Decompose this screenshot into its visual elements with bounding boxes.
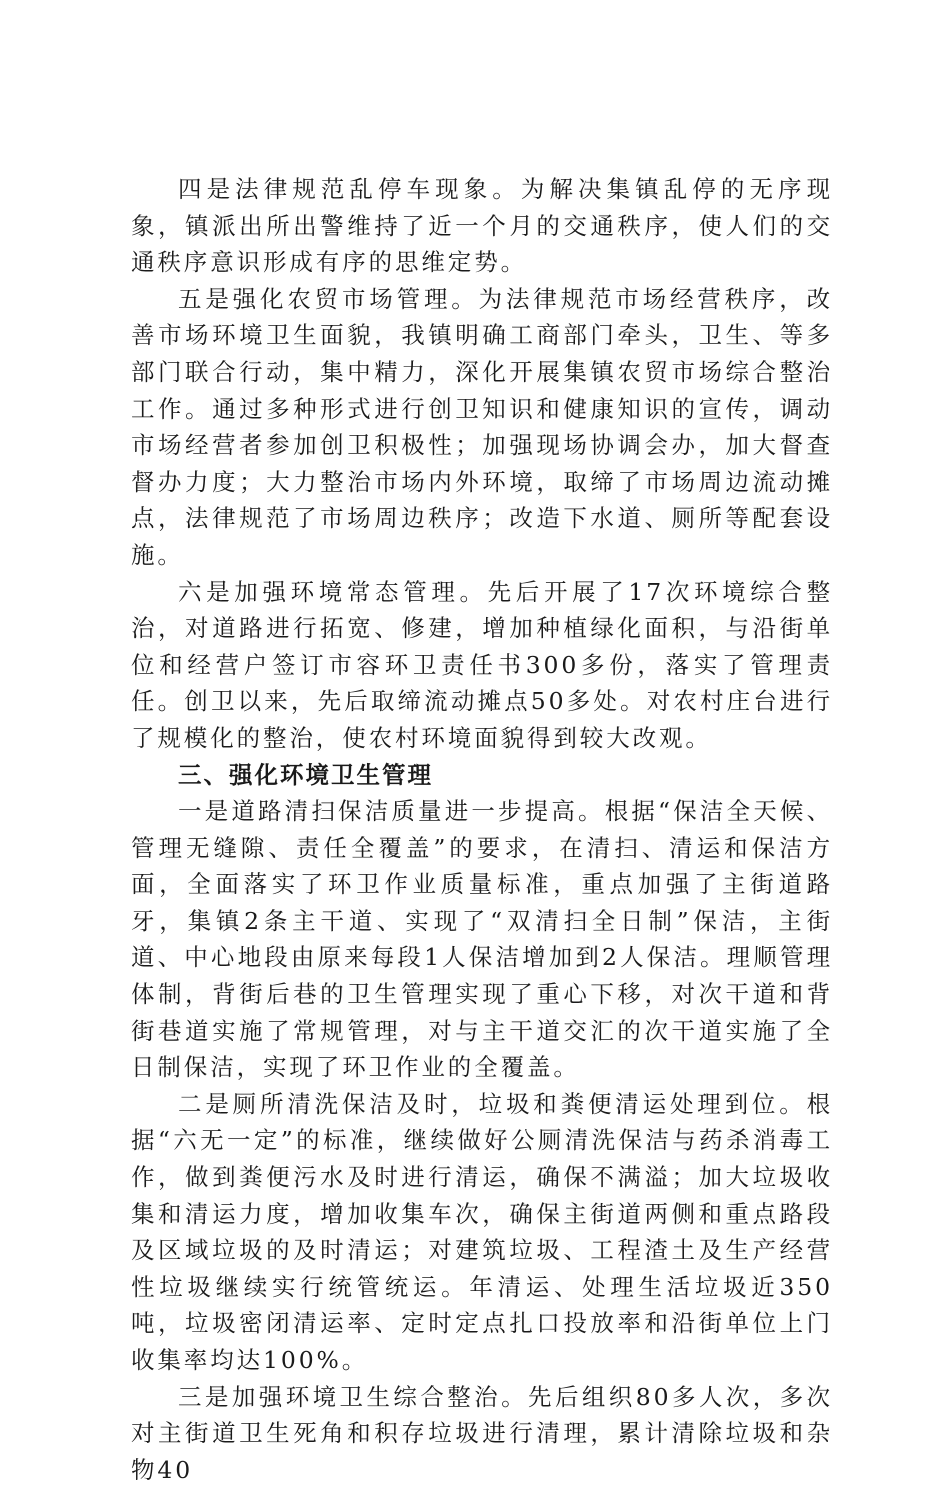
paragraph-market-management: 五是强化农贸市场管理。为法律规范市场经营秩序，改善市场环境卫生面貌，我镇明确工商部门牵头，卫生、等多部门联合行动，集中精力，深化开展集镇农贸市场综合整治工作。通过多种形式进行创卫知识和健康知识的宣传，调动市场经营者参加创卫积极性；加强现场协调会办，加大督查督办力度；大力整治市场内外环境，取缔了市场周边流动摊点，法律规范了市场周边秩序；改造下水道、厕所等配套设施。 [131, 284, 833, 569]
paragraph-illegal-parking: 四是法律规范乱停车现象。为解决集镇乱停的无序现象，镇派出所出警维持了近一个月的交通秩序，使人们的交通秩序意识形成有序的思维定势。 [131, 175, 833, 277]
paragraph-toilet-garbage: 二是厕所清洗保洁及时，垃圾和粪便清运处理到位。根据“六无一定”的标准，继续做好公厕清洗保洁与药杀消毒工作，做到粪便污水及时进行清运，确保不满溢；加大垃圾收集和清运力度，增加收集车次，确保主街道两侧和重点路段及区域垃圾的及时清运；对建筑垃圾、工程渣土及生产经营性垃圾继续实行统管统运。年清运、处理生活垃圾近350吨，垃圾密闭清运率、定时定点扎口投放率和沿街单位上门收集率均达100%。 [131, 1089, 833, 1374]
paragraph-comprehensive-remediation: 三是加强环境卫生综合整治。先后组织80多人次，多次对主街道卫生死角和积存垃圾进行清理，累计清除垃圾和杂物40 [131, 1382, 833, 1484]
section-heading: 三、强化环境卫生管理 [178, 760, 433, 789]
document-body [131, 171, 833, 1488]
paragraph-road-cleaning: 一是道路清扫保洁质量进一步提高。根据“保洁全天候、管理无缝隙、责任全覆盖”的要求，在清扫、清运和保洁方面，全面落实了环卫作业质量标准，重点加强了主街道路牙，集镇2条主干道、实现了“双清扫全日制”保洁，主街道、中心地段由原来每段1人保洁增加到2人保洁。理顺管理体制，背街后巷的卫生管理实现了重心下移，对次干道和背街巷道实施了常规管理，对与主干道交汇的次干道实施了全日制保洁，实现了环卫作业的全覆盖。 [131, 797, 833, 1082]
paragraph-routine-management: 六是加强环境常态管理。先后开展了17次环境综合整治，对道路进行拓宽、修建，增加种植绿化面积，与沿街单位和经营户签订市容环卫责任书300多份，落实了管理责任。创卫以来，先后取缔流动摊点50多处。对农村庄台进行了规模化的整治，使农村环境面貌得到较大改观。 [131, 577, 833, 752]
